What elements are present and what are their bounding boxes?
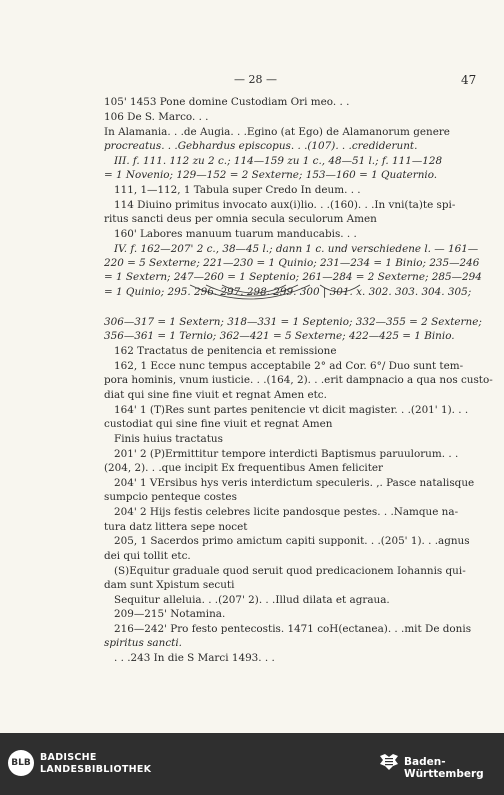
folio-number: 47 <box>461 73 477 87</box>
text-line: ritus sancti deus per omnia secula seculorum Amen <box>104 213 377 225</box>
text-line: . . .243 In die S Marci 1493. . . <box>114 652 275 664</box>
text-line: 105' 1453 Pone domine Custodiam Ori meo. . . <box>104 96 350 108</box>
coat-of-arms-icon <box>378 752 400 772</box>
text-line: 162 Tractatus de penitencia et remissione <box>114 345 337 357</box>
text-line: 220 = 5 Sexterne; 221—230 = 1 Quinio; 231—234 = 1 Binio; 235—246 <box>104 257 480 269</box>
text-line: custodiat qui sine fine viuit et regnat Amen <box>104 418 333 430</box>
text-line: Sequitur alleluia. . .(207' 2). . .Illud dilata et agraua. <box>114 594 390 606</box>
text-line: (S)Equitur graduale quod seruit quod predicacionem Iohannis qui- <box>114 565 466 577</box>
text-line: Finis huius tractatus <box>114 433 223 445</box>
region-label[interactable]: Baden-Württemberg <box>404 756 484 780</box>
text-line: 216—242' Pro festo pentecostis. 1471 coH(ectanea). . .mit De donis <box>114 623 472 635</box>
text-line: 164' 1 (T)Res sunt partes penitencie vt dicit magister. . .(201' 1). . . <box>114 404 469 416</box>
text-line: 204' 1 VErsibus hys veris interdictum speculeris. ,. Pasce natalisque <box>114 477 475 489</box>
gathering-arcs <box>180 279 370 313</box>
text-line: 111, 1—112, 1 Tabula super Credo In deum. . . <box>114 184 361 196</box>
text-line: 201' 2 (P)Ermittitur tempore interdicti Baptismus paruulorum. . . <box>114 448 459 460</box>
arc-inner <box>222 285 286 293</box>
text-line: = 1 Novenio; 129—152 = 2 Sexterne; 153—160 = 1 Quaternio. <box>104 169 438 181</box>
arc-outer <box>190 285 310 299</box>
library-footer <box>0 733 504 795</box>
text-line: 205, 1 Sacerdos primo amictum capiti supponit. . .(205' 1). . .agnus <box>114 535 470 547</box>
text-line: In Alamania. . .de Augia. . .Egino (at Ego) de Alamanorum genere <box>104 126 450 138</box>
text-line: dam sunt Xpistum secuti <box>104 579 235 591</box>
text-line: III. f. 111. 112 zu 2 c.; 114—159 zu 1 c., 48—51 l.; f. 111—128 <box>114 155 443 167</box>
page-marker: — 28 — <box>234 73 277 86</box>
text-line: 160' Labores manuum tuarum manducabis. . . <box>114 228 357 240</box>
text-line: (204, 2). . .que incipit Ex frequentibus Amen feliciter <box>104 462 384 474</box>
arc-right <box>320 285 360 292</box>
text-line: = 1 Quinio; 295. 296. 297. 298. 299. 300 | 301. x. 302. 303. 304. 305; <box>104 286 472 298</box>
text-line: IV. f. 162—207' 2 c., 38—45 l.; dann 1 c. und verschiedene l. — 161— <box>114 243 479 255</box>
text-line: 209—215' Notamina. <box>114 608 226 620</box>
library-name-line2: LANDESBIBLIOTHEK <box>40 764 152 775</box>
text-line: dei qui tollit etc. <box>104 550 191 562</box>
text-line: spiritus sancti. <box>104 637 182 649</box>
text-line: tura datz littera sepe nocet <box>104 521 248 533</box>
text-line: procreatus. . .Gebhardus episcopus. . .(107). . .crediderunt. <box>104 140 418 152</box>
text-line: = 1 Sextern; 247—260 = 1 Septenio; 261—284 = 2 Sexterne; 285—294 <box>104 271 482 283</box>
text-line: 306—317 = 1 Sextern; 318—331 = 1 Septenio; 332—355 = 2 Sexterne; <box>104 316 482 328</box>
library-name[interactable] <box>40 752 151 776</box>
text-line: diat qui sine fine viuit et regnat Amen etc. <box>104 389 327 401</box>
text-line: 162, 1 Ecce nunc tempus acceptabile 2° ad Cor. 6°/ Duo sunt tem- <box>114 360 464 372</box>
library-name-line1: BADISCHE <box>40 752 97 763</box>
text-line: 114 Diuino primitus invocato aux(i)lio. . .(160). . .In vni(ta)te spi- <box>114 199 456 211</box>
text-line: sumpcio penteque costes <box>104 491 237 503</box>
text-line: 204' 2 Hijs festis celebres licite pandosque pestes. . .Namque na- <box>114 506 459 518</box>
blb-logo[interactable]: BLB <box>8 750 34 776</box>
text-line: 356—361 = 1 Ternio; 362—421 = 5 Sexterne; 422—425 = 1 Binio. <box>104 330 455 342</box>
text-line: pora hominis, vnum iusticie. . .(164, 2). . .erit dampnacio a qua nos custo- <box>104 374 493 386</box>
text-line: 106 De S. Marco. . . <box>104 111 209 123</box>
